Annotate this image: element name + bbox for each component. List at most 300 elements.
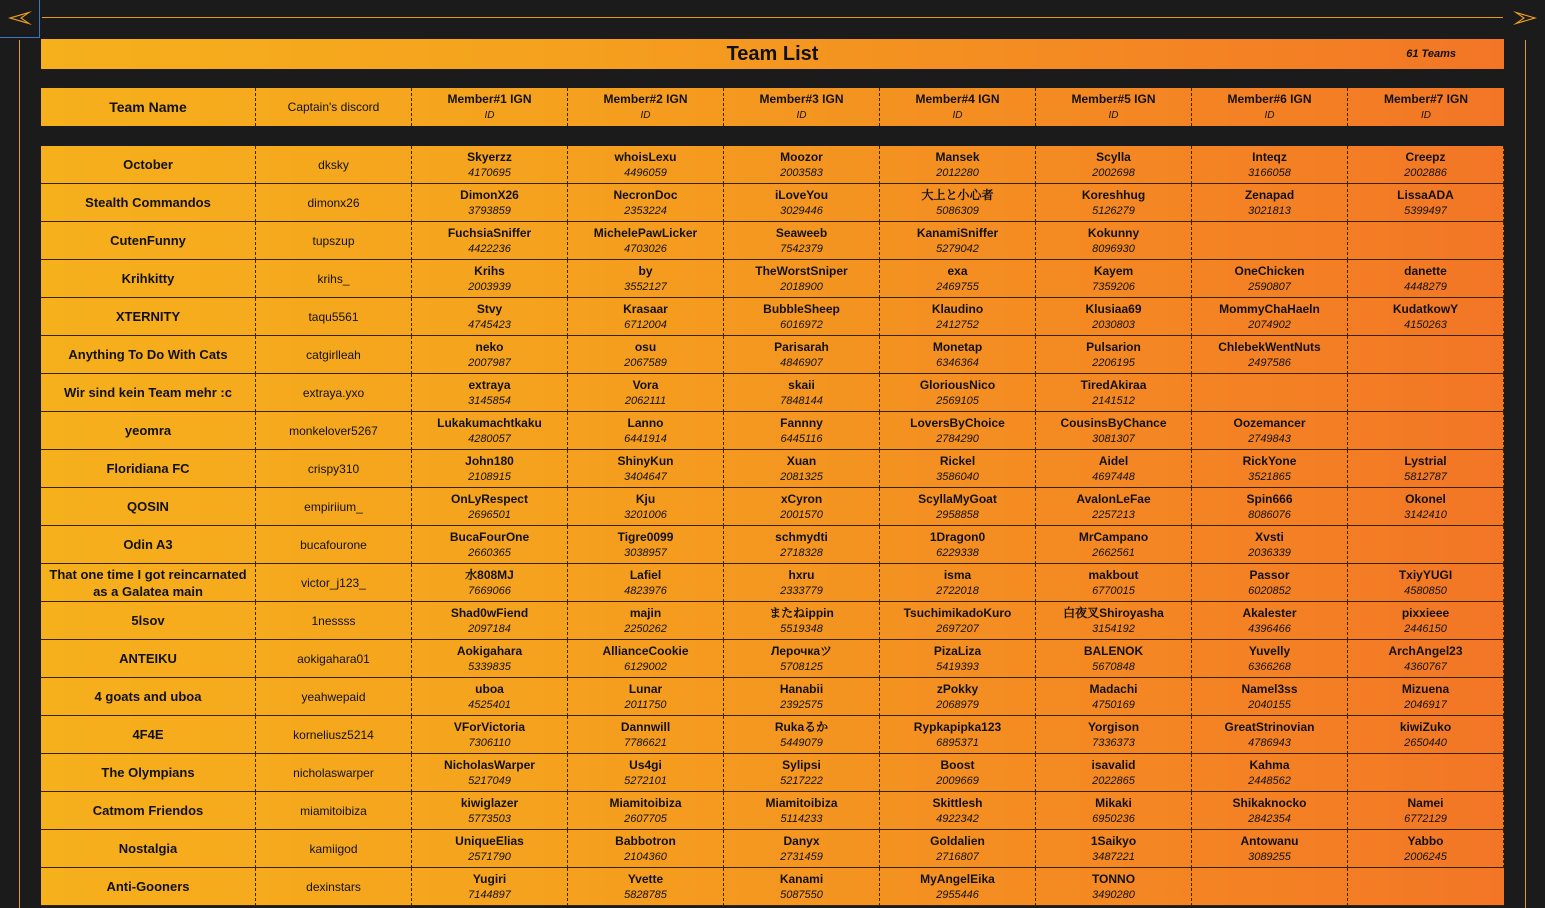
captain-discord: krihs_	[317, 271, 350, 286]
member-id: 2062111	[624, 394, 667, 407]
member-ign: Miamitoibiza	[765, 795, 838, 810]
member-id: 2749843	[1248, 432, 1291, 445]
member-cell	[724, 678, 880, 716]
member-ign: Stvy	[476, 301, 503, 316]
captain-cell	[256, 640, 412, 678]
member-ign: MrCampano	[1078, 529, 1149, 544]
member-cell	[412, 260, 568, 298]
header-id-label: ID	[640, 110, 651, 121]
header-id-label: ID	[1421, 110, 1431, 121]
member-ign: osu	[634, 339, 657, 354]
member-cell	[1036, 184, 1192, 222]
member-cell	[1192, 374, 1348, 412]
member-ign: exa	[947, 263, 968, 278]
member-cell	[724, 640, 880, 678]
member-ign: Fannny	[780, 415, 823, 430]
member-cell	[1036, 374, 1192, 412]
member-ign: Xvsti	[1255, 529, 1284, 544]
member-id: 5519348	[780, 622, 823, 635]
member-id: 2731459	[780, 850, 823, 863]
member-id: 2955446	[936, 888, 979, 901]
member-id: 8086076	[1248, 508, 1291, 521]
member-id: 4580850	[1404, 584, 1447, 597]
member-id: 5419393	[936, 660, 979, 673]
member-ign: Creepz	[1405, 149, 1446, 164]
member-cell	[568, 868, 724, 906]
member-id: 8096930	[1092, 242, 1135, 255]
member-cell	[724, 412, 880, 450]
member-ign: AllianceCookie	[602, 643, 689, 658]
member-id: 3404647	[624, 470, 667, 483]
member-id: 2448562	[1248, 774, 1291, 787]
member-id: 6712004	[624, 318, 667, 331]
member-id: 4697448	[1092, 470, 1135, 483]
member-ign: Inteqz	[1252, 149, 1287, 164]
member-id: 2068979	[936, 698, 979, 711]
member-cell	[1036, 260, 1192, 298]
member-ign: Monetap	[932, 339, 983, 354]
member-ign: 1Saikyo	[1090, 833, 1137, 848]
member-cell	[412, 716, 568, 754]
captain-discord: kamiigod	[309, 841, 358, 856]
member-cell	[724, 488, 880, 526]
header-member-label: Member#3 IGN	[759, 92, 844, 106]
wing-logo-left-icon	[6, 9, 34, 27]
member-cell	[412, 146, 568, 184]
team-name: yeomra	[124, 423, 172, 438]
member-ign: Hanabii	[779, 681, 824, 696]
member-ign: Tigre0099	[617, 529, 674, 544]
team-name-cell	[41, 678, 256, 716]
member-ign: AvalonLeFae	[1076, 491, 1151, 506]
member-cell	[1036, 564, 1192, 602]
member-cell	[412, 374, 568, 412]
member-ign: LissaADA	[1397, 187, 1454, 202]
member-id: 2353224	[624, 204, 667, 217]
member-cell	[724, 716, 880, 754]
member-cell	[1348, 146, 1504, 184]
member-id: 2074902	[1248, 318, 1291, 331]
member-ign: Yuvelly	[1248, 643, 1291, 658]
member-ign: BALENOK	[1083, 643, 1144, 658]
member-id: 2011750	[624, 698, 667, 711]
member-id: 2036339	[1248, 546, 1291, 559]
member-ign: uboa	[475, 681, 504, 696]
member-ign: KudatkowY	[1392, 301, 1459, 316]
left-border-line	[19, 40, 20, 908]
member-ign: pixxieee	[1401, 605, 1450, 620]
team-name-cell	[41, 146, 256, 184]
member-id: 3487221	[1092, 850, 1135, 863]
captain-discord: 1nessss	[311, 613, 356, 628]
member-id: 2012280	[936, 166, 979, 179]
member-id: 2141512	[1092, 394, 1135, 407]
member-id: 7848144	[780, 394, 823, 407]
member-ign: Skittlesh	[932, 795, 983, 810]
member-cell	[1036, 678, 1192, 716]
member-cell	[412, 184, 568, 222]
member-id: 7144897	[468, 888, 511, 901]
member-cell	[1348, 222, 1504, 260]
member-ign: Sylipsi	[782, 757, 821, 772]
member-cell	[880, 260, 1036, 298]
captain-discord: empiriium_	[304, 499, 363, 514]
member-ign: isma	[943, 567, 972, 582]
member-id: 3142410	[1404, 508, 1447, 521]
team-name-cell	[41, 374, 256, 412]
member-ign: VForVictoria	[453, 719, 526, 734]
member-ign: Lystrial	[1404, 453, 1447, 468]
header-team-name: Team Name	[41, 88, 256, 126]
member-id: 5087550	[780, 888, 823, 901]
captain-cell	[256, 222, 412, 260]
member-cell	[724, 602, 880, 640]
team-name: XTERNITY	[115, 309, 181, 324]
member-ign: OneChicken	[1234, 263, 1305, 278]
member-id: 2002698	[1092, 166, 1135, 179]
member-ign: Danyx	[783, 833, 820, 848]
member-cell	[412, 792, 568, 830]
member-id: 4360767	[1404, 660, 1447, 673]
member-cell	[1348, 716, 1504, 754]
team-name-cell	[41, 640, 256, 678]
member-ign: ArchAngel23	[1388, 643, 1463, 658]
captain-cell	[256, 792, 412, 830]
member-ign: Parisarah	[774, 339, 829, 354]
member-cell	[1036, 412, 1192, 450]
member-cell	[724, 450, 880, 488]
member-id: 2018900	[780, 280, 823, 293]
member-id: 6772129	[1404, 812, 1447, 825]
member-ign: Boost	[940, 757, 975, 772]
member-cell	[568, 184, 724, 222]
member-id: 2009669	[936, 774, 979, 787]
member-ign: FuchsiaSniffer	[447, 225, 532, 240]
member-cell	[1348, 526, 1504, 564]
member-cell	[1348, 336, 1504, 374]
captain-discord: taqu5561	[308, 309, 359, 324]
member-ign: Mansek	[935, 149, 980, 164]
member-id: 4786943	[1248, 736, 1291, 749]
member-id: 4703026	[624, 242, 667, 255]
member-id: 2696501	[468, 508, 511, 521]
member-id: 6445116	[780, 432, 823, 445]
team-name: Stealth Commandos	[85, 195, 211, 210]
member-cell	[568, 754, 724, 792]
member-ign: Rickel	[939, 453, 976, 468]
member-cell	[1192, 526, 1348, 564]
team-name: Krihkitty	[121, 271, 175, 286]
team-name: Anything To Do With Cats	[68, 347, 228, 362]
member-cell	[568, 412, 724, 450]
captain-discord: catgirlleah	[306, 347, 361, 362]
member-ign: extraya	[468, 377, 511, 392]
member-id: 3521865	[1248, 470, 1291, 483]
captain-discord: nicholaswarper	[293, 765, 374, 780]
member-id: 4496059	[624, 166, 667, 179]
member-ign: Kayem	[1093, 263, 1134, 278]
member-id: 5126279	[1092, 204, 1135, 217]
member-ign: Kju	[635, 491, 656, 506]
captain-cell	[256, 412, 412, 450]
team-name-cell	[41, 564, 256, 602]
member-id: 5217222	[780, 774, 823, 787]
member-id: 2250262	[624, 622, 667, 635]
member-ign: by	[638, 263, 653, 278]
member-ign: makbout	[1088, 567, 1139, 582]
member-ign: John180	[465, 453, 514, 468]
member-cell	[880, 678, 1036, 716]
member-cell	[724, 336, 880, 374]
member-cell	[568, 336, 724, 374]
member-id: 5217049	[468, 774, 511, 787]
member-cell	[412, 222, 568, 260]
member-cell	[1348, 754, 1504, 792]
member-cell	[412, 336, 568, 374]
member-id: 6895371	[936, 736, 979, 749]
member-ign: Goldalien	[930, 833, 985, 848]
captain-discord: tupszup	[312, 233, 355, 248]
member-ign: Yugiri	[472, 871, 507, 886]
captain-discord: yeahwepaid	[301, 689, 366, 704]
header-member-5	[1036, 88, 1192, 126]
captain-discord: aokigahara01	[297, 651, 370, 666]
header-member-4	[880, 88, 1036, 126]
member-id: 6346364	[936, 356, 979, 369]
member-cell	[412, 678, 568, 716]
member-id: 2718328	[780, 546, 823, 559]
member-cell	[1192, 298, 1348, 336]
captain-cell	[256, 146, 412, 184]
member-cell	[1036, 450, 1192, 488]
member-id: 3490280	[1092, 888, 1135, 901]
member-id: 2497586	[1248, 356, 1291, 369]
member-cell	[568, 526, 724, 564]
captain-discord: victor_j123_	[301, 575, 366, 590]
member-ign: Mizuena	[1401, 681, 1450, 696]
captain-cell	[256, 488, 412, 526]
member-cell	[1348, 678, 1504, 716]
member-id: 2002886	[1404, 166, 1447, 179]
member-cell	[1036, 526, 1192, 564]
member-cell	[1036, 488, 1192, 526]
captain-discord: monkelover5267	[289, 423, 378, 438]
member-id: 3038957	[624, 546, 667, 559]
member-ign: Antowanu	[1240, 833, 1299, 848]
header-id-label: ID	[1264, 110, 1275, 121]
member-cell	[568, 222, 724, 260]
member-id: 5670848	[1092, 660, 1135, 673]
member-ign: Lukakumachtkaku	[437, 415, 542, 430]
member-ign: Moozor	[780, 149, 823, 164]
member-ign: MommyChaHaeln	[1219, 301, 1320, 316]
captain-cell	[256, 184, 412, 222]
member-id: 4170695	[468, 166, 511, 179]
captain-discord: bucafourone	[300, 537, 367, 552]
member-cell	[880, 716, 1036, 754]
header-id-label: ID	[1108, 110, 1119, 121]
member-id: 2040155	[1248, 698, 1291, 711]
member-ign: 白夜叉Shiroyasha	[1063, 605, 1164, 620]
member-cell	[1348, 602, 1504, 640]
captain-discord: dksky	[318, 157, 349, 172]
member-id: 2257213	[1092, 508, 1135, 521]
member-ign: Lanno	[627, 415, 664, 430]
member-ign: LoversByChoice	[910, 415, 1005, 430]
member-cell	[568, 374, 724, 412]
team-name-cell	[41, 336, 256, 374]
member-ign: 1Dragon0	[929, 529, 986, 544]
member-ign: Rypkapipka123	[913, 719, 1002, 734]
member-ign: Aidel	[1098, 453, 1129, 468]
member-id: 2660365	[468, 546, 511, 559]
member-ign: Babbotron	[615, 833, 676, 848]
team-name: Nostalgia	[118, 841, 178, 856]
member-cell	[880, 488, 1036, 526]
member-ign: Oozemancer	[1233, 415, 1306, 430]
member-cell	[1192, 716, 1348, 754]
member-cell	[1192, 184, 1348, 222]
member-cell	[1036, 602, 1192, 640]
team-name: The Olympians	[101, 765, 195, 780]
member-ign: Yabbo	[1407, 833, 1444, 848]
member-cell	[1348, 260, 1504, 298]
member-id: 7786621	[624, 736, 667, 749]
member-id: 4823976	[624, 584, 667, 597]
team-name: ANTEIKU	[119, 651, 177, 666]
member-ign: Mikaki	[1095, 795, 1132, 810]
member-ign: hxru	[788, 567, 815, 582]
member-cell	[724, 526, 880, 564]
member-cell	[880, 754, 1036, 792]
member-id: 4750169	[1092, 698, 1135, 711]
member-id: 2716807	[936, 850, 979, 863]
member-cell	[880, 222, 1036, 260]
member-id: 2067589	[624, 356, 667, 369]
header-member-3	[724, 88, 880, 126]
member-cell	[412, 450, 568, 488]
member-id: 2003583	[780, 166, 823, 179]
member-cell	[1348, 374, 1504, 412]
captain-cell	[256, 754, 412, 792]
member-id: 4448279	[1404, 280, 1447, 293]
member-ign: neko	[475, 339, 504, 354]
member-id: 3154192	[1092, 622, 1135, 635]
member-cell	[568, 792, 724, 830]
team-name: Anti-Gooners	[106, 879, 190, 894]
member-id: 6129002	[624, 660, 667, 673]
member-cell	[1036, 792, 1192, 830]
member-id: 2571790	[468, 850, 511, 863]
team-name-cell	[41, 526, 256, 564]
member-ign: majin	[629, 605, 662, 620]
member-cell	[568, 716, 724, 754]
captain-cell	[256, 336, 412, 374]
member-ign: TiredAkiraa	[1080, 377, 1147, 392]
table-header	[41, 88, 1504, 126]
member-ign: Rukaるか	[774, 719, 829, 734]
member-cell	[412, 602, 568, 640]
member-ign: Passor	[1249, 567, 1290, 582]
member-id: 2046917	[1404, 698, 1447, 711]
team-name-cell	[41, 412, 256, 450]
member-id: 3029446	[780, 204, 823, 217]
header-id-label: ID	[952, 110, 963, 121]
member-id: 5399497	[1404, 204, 1447, 217]
captain-discord: dexinstars	[306, 879, 361, 894]
member-ign: Лерочкаツ	[770, 643, 833, 658]
member-id: 7669066	[468, 584, 511, 597]
captain-discord: dimonx26	[307, 195, 360, 210]
member-ign: KanamiSniffer	[916, 225, 999, 240]
member-ign: zPokky	[936, 681, 979, 696]
member-cell	[568, 602, 724, 640]
member-id: 2206195	[1092, 356, 1135, 369]
member-id: 6366268	[1248, 660, 1291, 673]
team-table-body	[41, 146, 1504, 906]
member-cell	[1036, 640, 1192, 678]
team-name: Wir sind kein Team mehr :c	[64, 385, 232, 400]
member-ign: DimonX26	[460, 187, 519, 202]
captain-discord: extraya.yxo	[302, 385, 365, 400]
member-cell	[1348, 488, 1504, 526]
captain-discord: crispy310	[307, 461, 360, 476]
member-cell	[724, 260, 880, 298]
member-ign: Yorgison	[1087, 719, 1140, 734]
member-ign: Us4gi	[629, 757, 662, 772]
member-id: 4422236	[468, 242, 511, 255]
member-cell	[1192, 640, 1348, 678]
header-member-label: Member#7 IGN	[1383, 92, 1469, 106]
member-id: 3089255	[1248, 850, 1291, 863]
member-ign: Kanami	[779, 871, 824, 886]
header-member-label: Member#1 IGN	[447, 92, 532, 106]
member-ign: Scylla	[1096, 149, 1131, 164]
member-id: 6016972	[780, 318, 823, 331]
member-ign: iLoveYou	[774, 187, 829, 202]
member-ign: Skyerzz	[467, 149, 512, 164]
captain-cell	[256, 374, 412, 412]
member-cell	[1348, 868, 1504, 906]
captain-cell	[256, 678, 412, 716]
member-id: 3201006	[624, 508, 667, 521]
member-id: 5114233	[780, 812, 823, 825]
member-cell	[412, 830, 568, 868]
member-cell	[880, 146, 1036, 184]
title-bar	[41, 39, 1504, 69]
member-id: 2842354	[1248, 812, 1291, 825]
member-cell	[412, 754, 568, 792]
member-ign: 水808MJ	[465, 567, 514, 582]
member-cell	[880, 526, 1036, 564]
header-member-6	[1192, 88, 1348, 126]
captain-cell	[256, 602, 412, 640]
member-ign: ScyllaMyGoat	[918, 491, 997, 506]
member-cell	[1192, 868, 1348, 906]
header-member-label: Member#5 IGN	[1071, 92, 1156, 106]
member-ign: Namel3ss	[1241, 681, 1298, 696]
team-name-cell	[41, 184, 256, 222]
member-ign: Spin666	[1246, 491, 1293, 506]
member-id: 5828785	[624, 888, 667, 901]
member-cell	[1348, 792, 1504, 830]
member-ign: Klaudino	[931, 301, 984, 316]
member-id: 6441914	[624, 432, 667, 445]
member-cell	[724, 754, 880, 792]
team-name-cell	[41, 222, 256, 260]
top-divider	[42, 17, 1503, 18]
member-cell	[568, 146, 724, 184]
